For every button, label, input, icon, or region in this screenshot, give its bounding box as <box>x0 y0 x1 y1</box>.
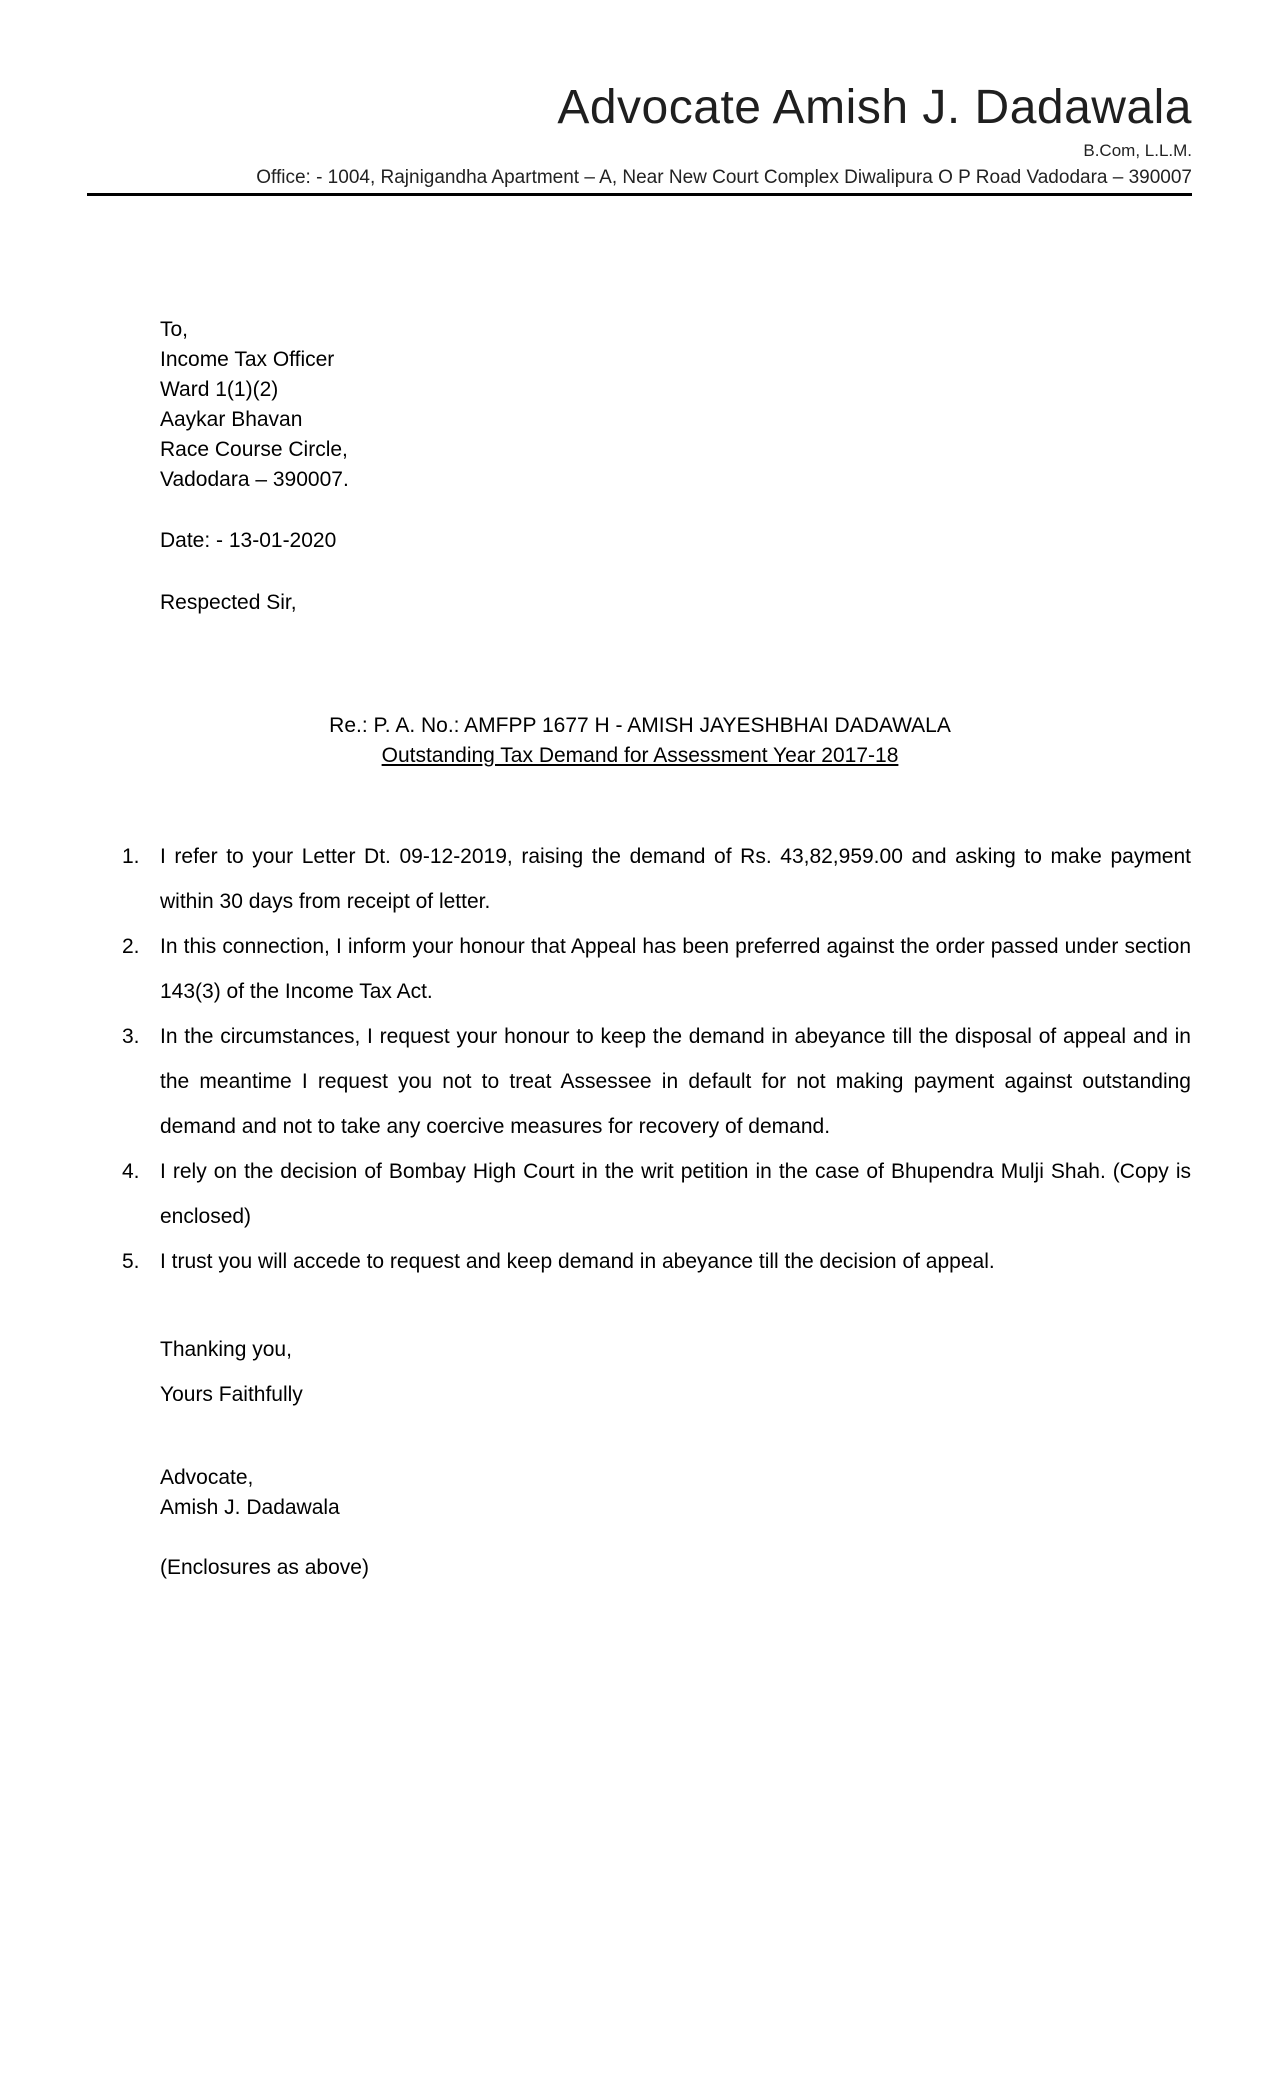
list-item-text: I refer to your Letter Dt. 09-12-2019, raising the demand of Rs. 43,82,959.00 and asking to make payment within 30 days from receipt of letter. <box>160 845 1191 913</box>
closing-thanks: Thanking you, <box>160 1338 292 1361</box>
list-item-number: 4. <box>122 1160 140 1183</box>
list-item <box>122 924 1191 1014</box>
salutation: Respected Sir, <box>160 591 297 614</box>
subject-block <box>160 711 1120 771</box>
letterhead-divider <box>87 193 1192 196</box>
list-item-number: 3. <box>122 1025 140 1048</box>
list-item-text: In this connection, I inform your honour that Appeal has been preferred against the order passed under section 143(3) of the Income Tax Act. <box>160 935 1191 1003</box>
closing-block <box>160 1327 303 1417</box>
recipient-line: To, <box>160 318 189 341</box>
recipient-line: Vadodara – 390007. <box>160 468 349 491</box>
recipient-line: Aaykar Bhavan <box>160 408 303 431</box>
list-item <box>122 834 1191 924</box>
list-item-text: I trust you will accede to request and keep demand in abeyance till the decision of appeal. <box>160 1250 995 1273</box>
numbered-points <box>122 834 1191 1284</box>
list-item-number: 1. <box>122 845 140 868</box>
letterhead-degree: B.Com, L.L.M. <box>1083 141 1192 160</box>
letterhead-office-address: Office: - 1004, Rajnigandha Apartment – A, Near New Court Complex Diwalipura O P Road Vadodara – 390007 <box>256 167 1192 188</box>
subject-title: Outstanding Tax Demand for Assessment Year 2017-18 <box>381 744 899 767</box>
list-item <box>122 1239 1191 1284</box>
list-item <box>122 1014 1191 1149</box>
recipient-line: Race Course Circle, <box>160 438 348 461</box>
enclosures-note: (Enclosures as above) <box>160 1556 369 1579</box>
letter-date: Date: - 13-01-2020 <box>160 529 337 552</box>
signature-block <box>160 1463 340 1523</box>
recipient-address <box>160 315 349 495</box>
list-item-text: In the circumstances, I request your honour to keep the demand in abeyance till the disposal of appeal and in the meantime I request you not to treat Assessee in default for not making payment against outstanding demand and not to take any coercive measures for recovery of demand. <box>160 1025 1191 1138</box>
subject-reference: Re.: P. A. No.: AMFPP 1677 H - AMISH JAYESHBHAI DADAWALA <box>329 714 951 737</box>
letterhead-name: Advocate Amish J. Dadawala <box>557 81 1192 134</box>
list-item <box>122 1149 1191 1239</box>
recipient-line: Ward 1(1)(2) <box>160 378 279 401</box>
list-item-number: 5. <box>122 1250 140 1273</box>
signature-title: Advocate, <box>160 1466 254 1489</box>
list-item-text: I rely on the decision of Bombay High Court in the writ petition in the case of Bhupendra Mulji Shah. (Copy is enclosed) <box>160 1160 1191 1228</box>
recipient-line: Income Tax Officer <box>160 348 335 371</box>
signature-name: Amish J. Dadawala <box>160 1496 340 1519</box>
list-item-number: 2. <box>122 935 140 958</box>
letterhead <box>87 80 1192 190</box>
closing-sign-off: Yours Faithfully <box>160 1383 303 1406</box>
